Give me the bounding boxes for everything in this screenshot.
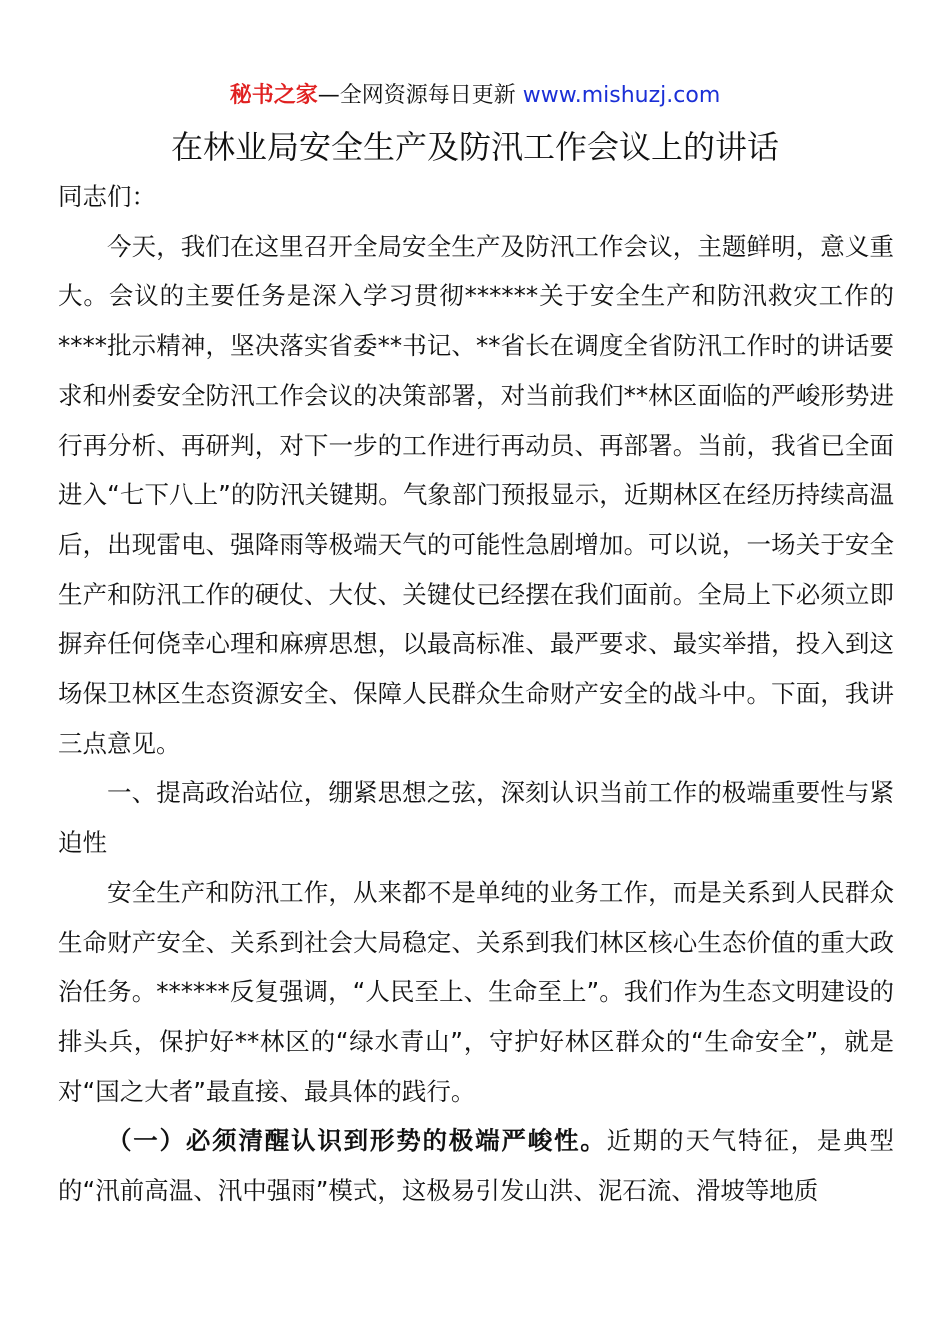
document-title: 在林业局安全生产及防汛工作会议上的讲话	[170, 128, 779, 166]
section-1-paragraph: 安全生产和防汛工作，从来都不是单纯的业务工作，而是关系到人民群众生命财产安全、关系到社会大局稳定、关系到我们林区核心生态价值的重大政治任务。******反复强调，“人民至上、生命至上”。我们作为生态文明建设的排头兵，保护好**林区的“绿水青山”，守护好林区群众的“生命安全”，就是对“国之大者”最直接、最具体的践行。	[58, 877, 894, 1106]
subsection-text: 近期的天气特征，是典型的“汛前高温、汛中强雨”模式，这极易引发山洪、泥石流、滑坡等地质	[58, 1126, 895, 1206]
subsection-heading: （一）必须清醒认识到形势的极端严峻性。	[107, 1126, 607, 1156]
site-brand: 秘书之家	[229, 83, 318, 108]
document-body	[58, 172, 894, 1216]
salutation: 同志们：	[58, 182, 156, 211]
site-url-link[interactable]: www.mishuzj.com	[522, 83, 721, 108]
site-header	[0, 80, 950, 112]
intro-paragraph: 今天，我们在这里召开全局安全生产及防汛工作会议，主题鲜明，意义重大。会议的主要任务是深入学习贯彻******关于安全生产和防汛救灾工作的****批示精神，坚决落实省委**书记、**省长在调度全省防汛工作时的讲话要求和州委安全防汛工作会议的决策部署，对当前我们**林区面临的严峻形势进行再分析、再研判，对下一步的工作进行再动员、再部署。当前，我省已全面进入“七下八上”的防汛关键期。气象部门预报显示，近期林区在经历持续高温后，出现雷电、强降雨等极端天气的可能性急剧增加。可以说，一场关于安全生产和防汛工作的硬仗、大仗、关键仗已经摆在我们面前。全局上下必须立即摒弃任何侥幸心理和麻痹思想，以最高标准、最严要求、最实举措，投入到这场保卫林区生态资源安全、保障人民群众生命财产安全的战斗中。下面，我讲三点意见。	[58, 231, 894, 758]
section-heading-1: 一、提高政治站位，绷紧思想之弦，深刻认识当前工作的极端重要性与紧迫性	[58, 778, 894, 858]
subsection-paragraph	[58, 1116, 894, 1215]
site-tagline: —全网资源每日更新	[317, 83, 523, 108]
